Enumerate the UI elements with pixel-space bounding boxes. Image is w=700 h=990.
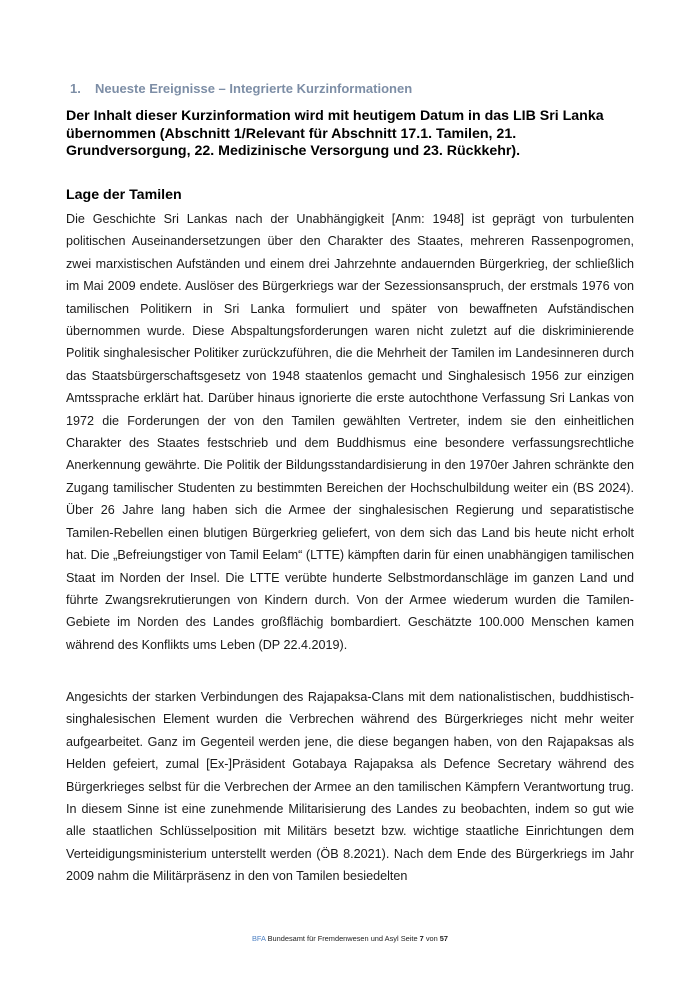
intro-statement: Der Inhalt dieser Kurzinformation wird mit heutigem Datum in das LIB Sri Lanka übernommen (Abschnitt 1/Relevant für Abschnitt 17.1. Tamilen, 21. Grundversorgung, 22. Medizinische Versorgung und 23. Rückkehr). <box>66 108 604 160</box>
footer-org-abbr: BFA <box>251 934 266 943</box>
body-paragraph: Angesichts der starken Verbindungen des Rajapaksa-Clans mit dem nationalistischen, buddhistisch-singhalesischen Element wurden die Verbrechen während des Bürgerkrieges nicht mehr weiter aufgearbeitet. Ganz im Gegenteil werden jene, die diese begangen haben, von den Rajapaksas als Helden gefeiert, zumal [Ex-]Präsident Gotabaya Rajapaksa als Defence Secretary während des Bürgerkrieges selbst für die Verbrechen der Armee an den tamilischen Kämpfern Verantwortung trug. In diesem Sinne ist eine zunehmende Militarisierung des Landes zu beobachten, indem so gut wie alle staatlichen Schlüsselposition mit Militärs besetzt bzw. wichtige staatliche Einrichtungen dem Verteidigungsministerium unterstellt werden (ÖB 8.2021). Nach dem Ende des Bürgerkriegs im Jahr 2009 nahm die Militärpräsenz in den von Tamilen besiedelten <box>66 690 634 884</box>
page-footer <box>0 934 700 944</box>
section-title: Neueste Ereignisse – Integrierte Kurzinformationen <box>95 81 413 96</box>
footer-page-of: von <box>425 934 438 943</box>
body-paragraph: Die Geschichte Sri Lankas nach der Unabhängigkeit [Anm: 1948] ist geprägt von turbulenten politischen Auseinandersetzungen über den Charakter des Staates, mehreren Rassenpogromen, zwei marxistischen Aufständen und einem drei Jahrzehnte andauernden Bürgerkrieg, der schließlich im Mai 2009 endete. Auslöser des Bürgerkriegs war der Sezessionsanspruch, der erstmals 1976 von tamilischen Politikern in Sri Lanka formuliert und später von bewaffneten Aufständischen übernommen wurde. Diese Abspaltungsforderungen waren nicht zuletzt auf die diskriminierende Politik singhalesischer Politiker zurückzuführen, die die Mehrheit der Tamilen im Landesinneren durch das Staatsbürgerschaftsgesetz von 1948 staatenlos gemacht und Singhalesisch 1956 zur einzigen Amtssprache erklärt hat. Darüber hinaus ignorierte die erste autochthone Verfassung Sri Lankas von 1972 die Forderungen der von den Tamilen gewählten Vertreter, indem sie den einheitlichen Charakter des Staates festschrieb und dem Buddhismus eine besondere verfassungsrechtliche Anerkennung gewährte. Die Politik der Bildungsstandardisierung in den 1970er Jahren schränkte den Zugang tamilischer Studenten zu bestimmten Bereichen der Hochschulbildung weiter ein (BS 2024). Über 26 Jahre lang haben sich die Armee der singhalesischen Regierung und separatistische Tamilen-Rebellen einen blutigen Bürgerkrieg geliefert, von dem sich das Land bis heute nicht erholt hat. Die „Befreiungstiger von Tamil Eelam“ (LTTE) kämpften darin für einen unabhängigen tamilischen Staat im Norden der Insel. Die LTTE verübte hunderte Selbstmordanschläge im ganzen Land und führte Zwangsrekrutierungen von Kindern durch. Von der Armee wiederum wurden die Tamilen-Gebiete im Norden des Landes großflächig bombardiert. Geschätzte 100.000 Menschen kamen während des Konflikts ums Leben (DP 22.4.2019). <box>66 212 634 652</box>
section-number: 1. <box>70 81 81 96</box>
section-heading <box>66 81 634 97</box>
footer-org-name: Bundesamt für Fremdenwesen und Asyl <box>267 934 399 943</box>
subsection-heading: Lage der Tamilen <box>66 187 182 203</box>
footer-page-word: Seite <box>400 934 418 943</box>
footer-page-current: 7 <box>419 934 424 943</box>
footer-page-total: 57 <box>439 934 449 943</box>
